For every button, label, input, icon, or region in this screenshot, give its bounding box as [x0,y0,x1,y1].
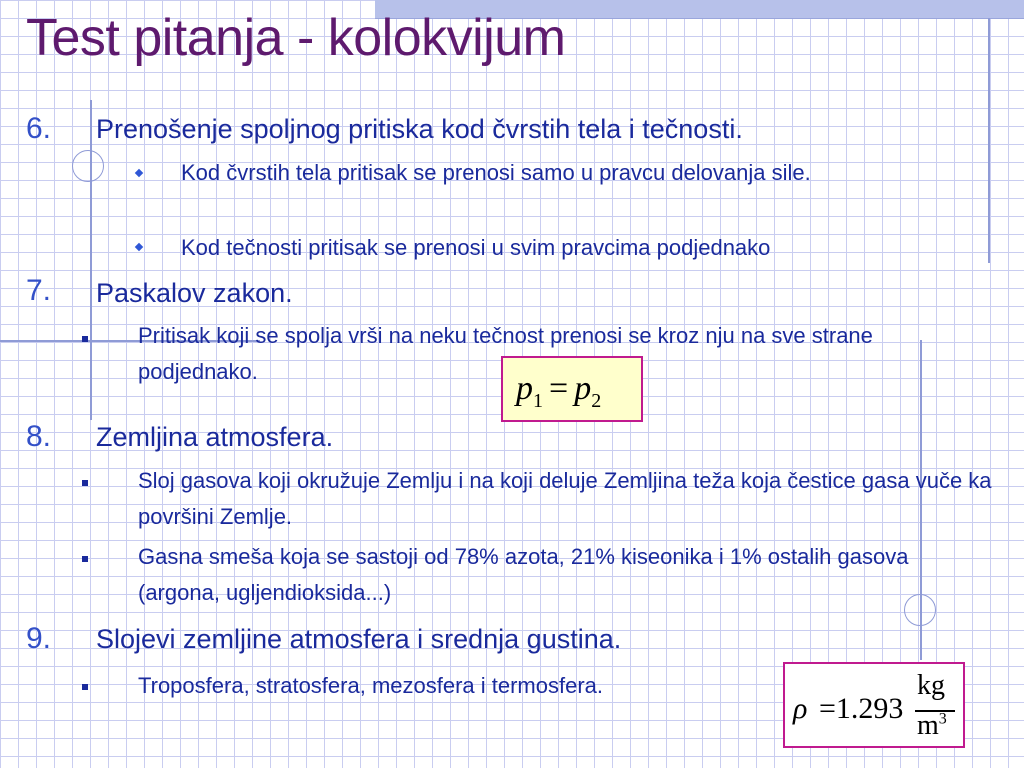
density-value: =1.293 [819,692,904,725]
density-formula-box [783,662,965,748]
bullet-text: Troposfera, stratosfera, mezosfera i termosfera. [138,673,604,698]
item-heading: Zemljina atmosfera. [96,422,334,452]
decoration-line [90,100,92,420]
pascal-formula-box [501,356,643,422]
unit-numerator: kg [917,670,945,701]
unit-denominator: $m^3$ [917,710,947,741]
square-bullet-icon [82,480,88,486]
pascal-formula: $p_1 = p_2$ [516,370,602,412]
item-heading: Slojevi zemljine atmosfera i srednja gustina. [96,624,622,654]
decoration-line [988,18,990,263]
bullet-text: Kod čvrstih tela pritisak se prenosi samo u pravcu delovanja sile. [181,160,811,185]
slide-title: Test pitanja - kolokvijum [26,9,566,67]
item-heading: Prenošenje spoljnog pritiska kod čvrstih tela i tečnosti. [96,114,743,144]
item-number: 7. [26,274,52,307]
square-bullet-icon [82,556,88,562]
square-bullet-icon [82,684,88,690]
item-number: 8. [26,420,52,453]
item-number: 6. [26,112,52,145]
item-heading: Paskalov zakon. [96,278,293,308]
bullet-text: Pritisak koji se spolja vrši na neku tečnost prenosi se kroz nju na sve strane podjednako. [138,323,873,384]
item-number: 9. [26,622,52,655]
square-bullet-icon [82,336,88,342]
decoration-circle [72,150,104,182]
bullet-text: Sloj gasova koji okružuje Zemlju i na koji deluje Zemljina teža koja čestice gasa vuče ka površini Zemlje. [138,468,992,529]
bullet-text: Gasna smeša koja se sastoji od 78% azota, 21% kiseonika i 1% ostalih gasova (argona, ugljendioksida...) [138,544,909,605]
rho-symbol: ρ [793,692,808,725]
diamond-bullet-icon [135,243,143,251]
diamond-bullet-icon [135,169,143,177]
bullet-text: Kod tečnosti pritisak se prenosi u svim pravcima podjednako [181,235,771,260]
